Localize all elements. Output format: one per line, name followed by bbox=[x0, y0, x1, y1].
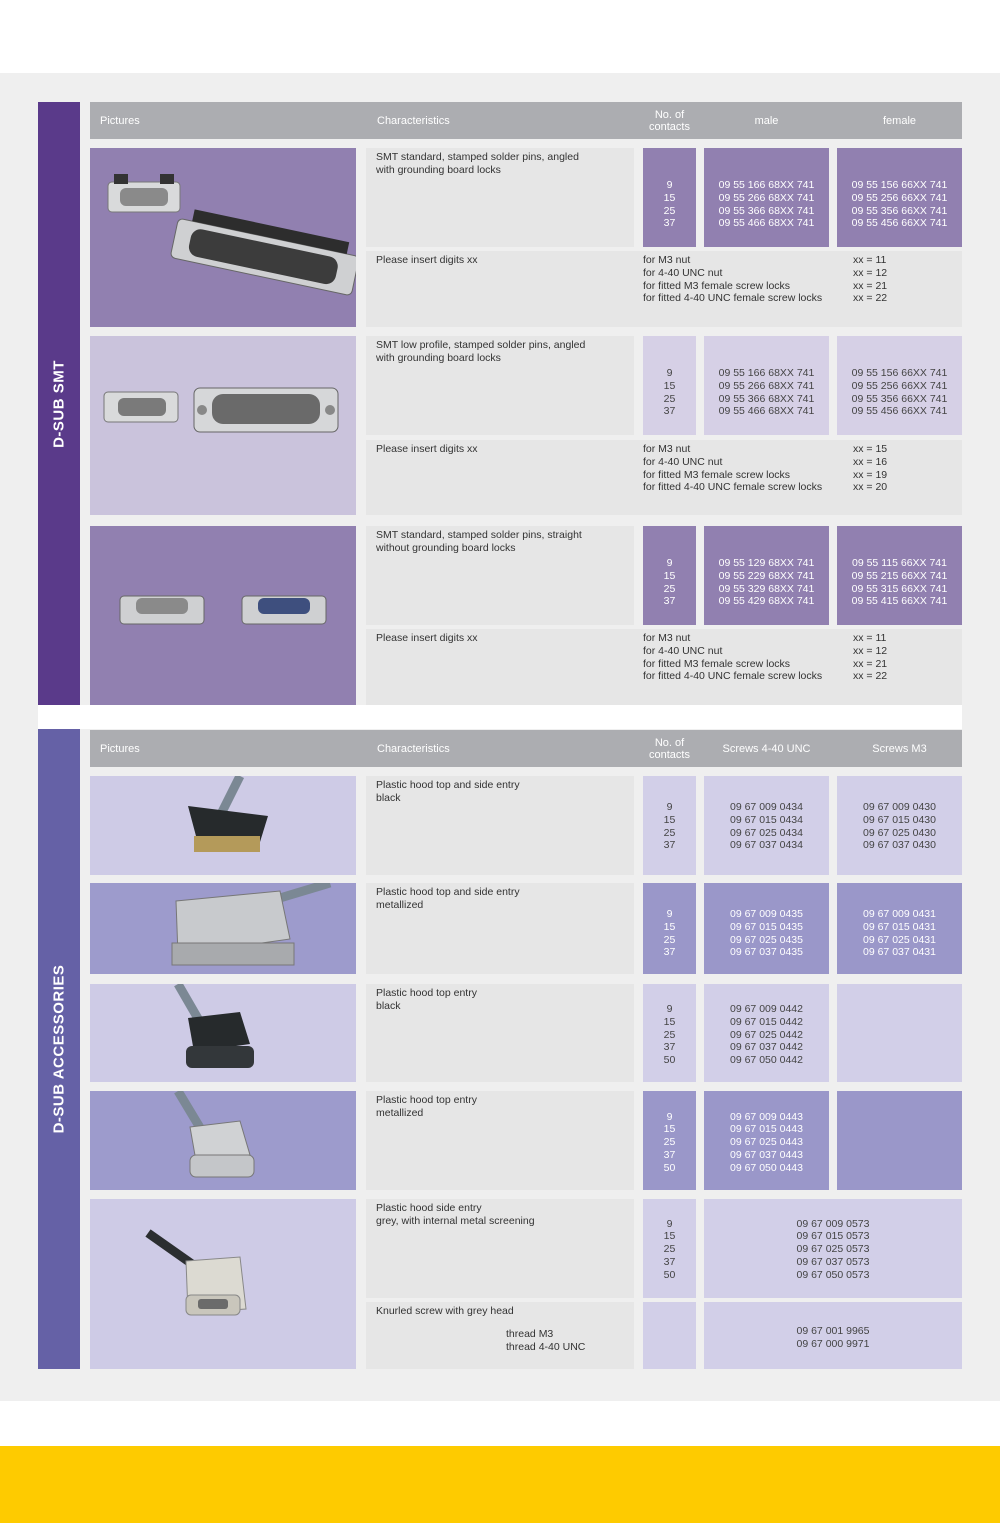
acc-row5-picture bbox=[90, 1199, 356, 1369]
smt-row1-contacts: 9 15 25 37 bbox=[643, 148, 696, 247]
acc-row5-characteristics: Plastic hood side entry grey, with internal metal screening bbox=[366, 1199, 634, 1298]
acc-row3-characteristics: Plastic hood top entry black bbox=[366, 984, 634, 1082]
hood-image bbox=[90, 883, 356, 974]
acc-row1-characteristics: Plastic hood top and side entry black bbox=[366, 776, 634, 875]
hood-image bbox=[90, 776, 356, 875]
header-screws-unc: Screws 4-40 UNC bbox=[722, 742, 811, 755]
smt-row2-insert-label: Please insert digits xx bbox=[366, 440, 634, 515]
smt-row2-insert-options bbox=[634, 440, 962, 515]
acc-row1-contacts: 9 15 25 37 bbox=[643, 776, 696, 875]
header-characteristics: Characteristics bbox=[377, 114, 450, 127]
acc-section-label: D-SUB ACCESSORIES bbox=[50, 964, 68, 1134]
smt-row3-male: 09 55 129 68XX 741 09 55 229 68XX 741 09 55 329 68XX 741 09 55 429 68XX 741 bbox=[704, 526, 829, 625]
smt-row1-insert-label: Please insert digits xx bbox=[366, 251, 634, 327]
acc-row6-screws-both: 09 67 001 9965 09 67 000 9971 bbox=[704, 1302, 962, 1369]
smt-section-label: D-SUB SMT bbox=[50, 359, 68, 448]
acc-row2-contacts: 9 15 25 37 bbox=[643, 883, 696, 974]
acc-row6-characteristics: Knurled screw with grey head bbox=[366, 1302, 634, 1369]
smt-row2-picture bbox=[90, 336, 356, 515]
smt-row3-female: 09 55 115 66XX 741 09 55 215 66XX 741 09 55 315 66XX 741 09 55 415 66XX 741 bbox=[837, 526, 962, 625]
header-screws-m3: Screws M3 bbox=[872, 742, 927, 755]
acc-row2-screws-unc: 09 67 009 0435 09 67 015 0435 09 67 025 0435 09 67 037 0435 bbox=[704, 883, 829, 974]
acc-table-header bbox=[90, 730, 962, 767]
acc-row2-screws-m3: 09 67 009 0431 09 67 015 0431 09 67 025 0431 09 67 037 0431 bbox=[837, 883, 962, 974]
header-characteristics: Characteristics bbox=[377, 742, 450, 755]
acc-row6-contacts bbox=[643, 1302, 696, 1369]
connector-image bbox=[90, 148, 356, 327]
smt-row3-insert-options bbox=[634, 629, 962, 705]
acc-row2-characteristics: Plastic hood top and side entry metallized bbox=[366, 883, 634, 974]
acc-row5-screws-both: 09 67 009 0573 09 67 015 0573 09 67 025 0573 09 67 037 0573 09 67 050 0573 bbox=[704, 1199, 962, 1298]
smt-row1-insert-options bbox=[634, 251, 962, 327]
insert-options-for: for M3 nut for 4-40 UNC nut for fitted M3 female screw locks for fitted 4-40 UNC female screw locks bbox=[643, 443, 823, 494]
acc-section-bar bbox=[38, 729, 80, 1369]
acc-row6-threads: thread M3 thread 4-40 UNC bbox=[506, 1328, 586, 1353]
section-gap bbox=[38, 705, 962, 729]
smt-row1-male: 09 55 166 68XX 741 09 55 266 68XX 741 09 55 366 68XX 741 09 55 466 68XX 741 bbox=[704, 148, 829, 247]
acc-row2-picture bbox=[90, 883, 356, 974]
acc-row4-characteristics: Plastic hood top entry metallized bbox=[366, 1091, 634, 1190]
footer-band bbox=[0, 1446, 1000, 1523]
acc-row1-screws-unc: 09 67 009 0434 09 67 015 0434 09 67 025 0434 09 67 037 0434 bbox=[704, 776, 829, 875]
header-contacts: No. of contacts bbox=[649, 108, 690, 133]
hood-image bbox=[90, 984, 356, 1082]
acc-row1-picture bbox=[90, 776, 356, 875]
smt-section-bar bbox=[38, 102, 80, 705]
smt-row2-male: 09 55 166 68XX 741 09 55 266 68XX 741 09 55 366 68XX 741 09 55 466 68XX 741 bbox=[704, 336, 829, 435]
hood-image bbox=[90, 1091, 356, 1190]
smt-row3-contacts: 9 15 25 37 bbox=[643, 526, 696, 625]
smt-row3-insert-label: Please insert digits xx bbox=[366, 629, 634, 705]
header-pictures: Pictures bbox=[100, 114, 140, 127]
smt-row2-contacts: 9 15 25 37 bbox=[643, 336, 696, 435]
acc-row3-screws-unc: 09 67 009 0442 09 67 015 0442 09 67 025 0442 09 67 037 0442 09 67 050 0442 bbox=[704, 984, 829, 1082]
connector-image bbox=[90, 526, 356, 705]
smt-row2-characteristics: SMT low profile, stamped solder pins, angled with grounding board locks bbox=[366, 336, 634, 435]
smt-row2-female: 09 55 156 66XX 741 09 55 256 66XX 741 09 55 356 66XX 741 09 55 456 66XX 741 bbox=[837, 336, 962, 435]
smt-row1-characteristics: SMT standard, stamped solder pins, angled with grounding board locks bbox=[366, 148, 634, 247]
header-pictures: Pictures bbox=[100, 742, 140, 755]
acc-row3-contacts: 9 15 25 37 50 bbox=[643, 984, 696, 1082]
smt-row1-picture bbox=[90, 148, 356, 327]
acc-row3-picture bbox=[90, 984, 356, 1082]
smt-row1-female: 09 55 156 66XX 741 09 55 256 66XX 741 09 55 356 66XX 741 09 55 456 66XX 741 bbox=[837, 148, 962, 247]
header-male: male bbox=[754, 114, 779, 127]
header-female: female bbox=[882, 114, 917, 127]
acc-row1-screws-m3: 09 67 009 0430 09 67 015 0430 09 67 025 0430 09 67 037 0430 bbox=[837, 776, 962, 875]
header-contacts: No. of contacts bbox=[649, 736, 690, 761]
connector-image bbox=[90, 336, 356, 515]
smt-table-header bbox=[90, 102, 962, 139]
insert-options-xx: xx = 11 xx = 12 xx = 21 xx = 22 bbox=[853, 632, 888, 683]
acc-row5-contacts: 9 15 25 37 50 bbox=[643, 1199, 696, 1298]
insert-options-xx: xx = 11 xx = 12 xx = 21 xx = 22 bbox=[853, 254, 888, 305]
smt-row3-picture bbox=[90, 526, 356, 705]
acc-row3-screws-m3 bbox=[837, 984, 962, 1082]
hood-image bbox=[90, 1199, 356, 1369]
acc-row4-picture bbox=[90, 1091, 356, 1190]
acc-row4-contacts: 9 15 25 37 50 bbox=[643, 1091, 696, 1190]
smt-row3-characteristics: SMT standard, stamped solder pins, straight without grounding board locks bbox=[366, 526, 634, 625]
insert-options-for: for M3 nut for 4-40 UNC nut for fitted M3 female screw locks for fitted 4-40 UNC female screw locks bbox=[643, 632, 823, 683]
acc-row4-screws-m3 bbox=[837, 1091, 962, 1190]
acc-row4-screws-unc: 09 67 009 0443 09 67 015 0443 09 67 025 0443 09 67 037 0443 09 67 050 0443 bbox=[704, 1091, 829, 1190]
insert-options-for: for M3 nut for 4-40 UNC nut for fitted M3 female screw locks for fitted 4-40 UNC female screw locks bbox=[643, 254, 823, 305]
insert-options-xx: xx = 15 xx = 16 xx = 19 xx = 20 bbox=[853, 443, 888, 494]
